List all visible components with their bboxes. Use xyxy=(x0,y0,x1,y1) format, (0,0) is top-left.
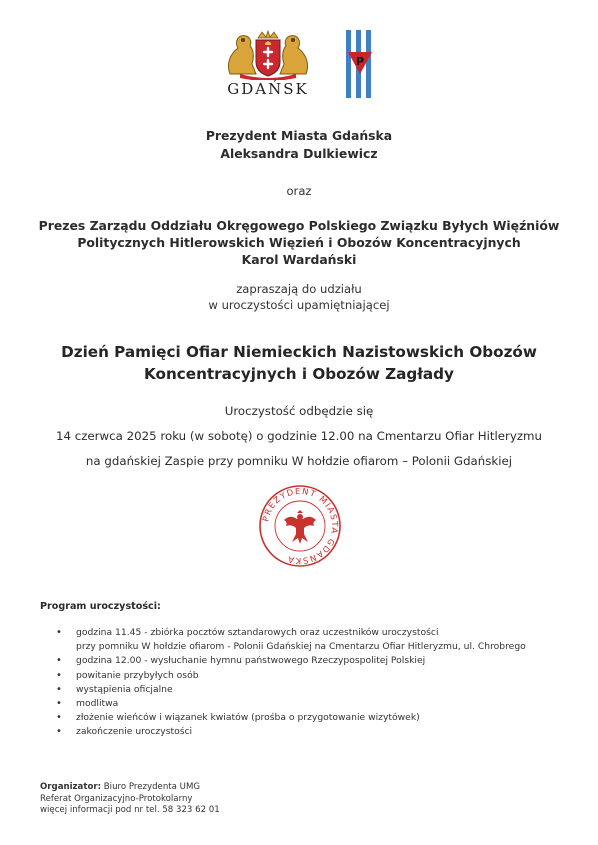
host-line-4: Politycznych Hitlerowskich Więzień i Obozów Koncentracyjnych xyxy=(77,235,521,250)
polish-eagle-stamp-icon xyxy=(258,484,342,568)
details-line-1: Uroczystość odbędzie się xyxy=(224,404,374,418)
program-item-continuation: przy pomniku W hołdzie ofiarom - Polonii Gdańskiej na Cmentarzu Ofiar Hitleryzmu, ul. Chrobrego xyxy=(76,641,526,653)
official-stamp xyxy=(258,484,342,568)
organizer-footer xyxy=(40,782,220,817)
program-item: • modlitwa xyxy=(50,697,526,711)
program-item: • zakończenie uroczystości xyxy=(50,725,526,739)
invitation-line-1: zapraszają do udziału xyxy=(236,282,362,296)
organizer-contact: więcej informacji pod nr tel. 58 323 62 01 xyxy=(40,805,220,816)
association-logo-letter: P xyxy=(355,55,365,68)
host-line-1: Prezydent Miasta Gdańska xyxy=(205,128,393,143)
program-item: • wystąpienia oficjalne xyxy=(50,683,526,697)
organizer-value: Biuro Prezydenta UMG xyxy=(103,782,201,792)
association-logo xyxy=(344,30,376,98)
gdansk-coat-of-arms-icon xyxy=(220,28,316,80)
stamp-text: PREZYDENT MIASTA GDAŃSKA xyxy=(260,485,341,567)
program-item: • godzina 11.45 - zbiórka pocztów sztandarowych oraz uczestników uroczystości xyxy=(50,626,526,640)
conjunction-text: oraz xyxy=(286,184,312,198)
invitation-line-2: w uroczystości upamiętniającej xyxy=(208,298,390,312)
host-line-3: Prezes Zarządu Oddziału Okręgowego Polskiego Związku Byłych Więźniów xyxy=(38,218,560,233)
program-heading: Program uroczystości: xyxy=(40,601,161,612)
gdansk-logo xyxy=(220,28,316,104)
program-item: • godzina 12.00 - wysłuchanie hymnu państwowego Rzeczypospolitej Polskiej xyxy=(50,654,526,668)
host-line-5: Karol Wardański xyxy=(241,252,357,267)
details-line-3: na gdańskiej Zaspie przy pomniku W hołdzie ofiarom – Polonii Gdańskiej xyxy=(85,454,513,468)
program-item: • złożenie wieńców i wiązanek kwiatów (prośba o przygotowanie wizytówek) xyxy=(50,711,526,725)
program-list xyxy=(50,626,526,740)
organizer-label: Organizator: xyxy=(40,782,102,792)
organizer-department: Referat Organizacyjno-Protokolarny xyxy=(40,793,193,804)
event-title-line-1: Dzień Pamięci Ofiar Niemieckich Nazistowskich Obozów xyxy=(61,343,537,361)
event-title-line-2: Koncentracyjnych i Obozów Zagłady xyxy=(144,365,454,383)
details-line-2: 14 czerwca 2025 roku (w sobotę) o godzinie 12.00 na Cmentarzu Ofiar Hitleryzmu xyxy=(55,429,543,443)
program-item: • powitanie przybyłych osób xyxy=(50,669,526,683)
prisoner-triangle-p-icon xyxy=(344,30,376,98)
organizer-line xyxy=(40,782,220,794)
host-line-2: Aleksandra Dulkiewicz xyxy=(220,146,378,161)
gdansk-logo-text: GDAŃSK xyxy=(227,80,309,98)
